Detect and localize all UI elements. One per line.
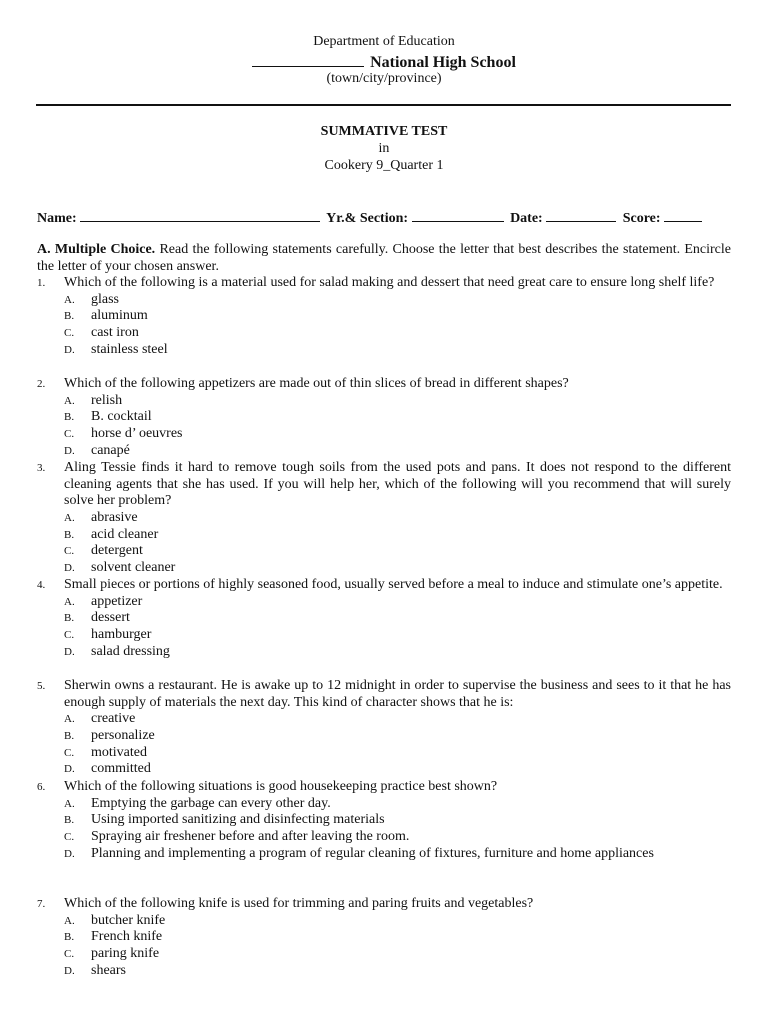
answer-option[interactable]	[64, 325, 731, 342]
option-letter[interactable]: D.	[64, 444, 75, 457]
answer-option[interactable]	[64, 594, 731, 611]
option-letter[interactable]: C.	[64, 831, 75, 844]
option-letter[interactable]: A.	[64, 394, 75, 407]
question-stem: Small pieces or portions of highly seasoned food, usually served before a meal to induce and stimulate one’s appetite.	[64, 577, 723, 592]
question-number: 6.	[37, 781, 46, 793]
instructions-heading: A. Multiple Choice.	[37, 242, 156, 257]
option-text: solvent cleaner	[91, 560, 176, 576]
option-text: motivated	[91, 744, 147, 760]
question-5	[37, 678, 731, 778]
question-6	[37, 779, 731, 862]
school-name	[0, 52, 768, 72]
option-text: Planning and implementing a program of regular cleaning of fixtures, furniture and home appliances	[91, 845, 654, 861]
test-title: SUMMATIVE TEST	[320, 124, 448, 139]
option-letter[interactable]: A.	[64, 293, 75, 306]
answer-option[interactable]	[64, 610, 731, 627]
answer-option[interactable]	[64, 510, 731, 527]
answer-option[interactable]	[64, 426, 731, 443]
test-in: in	[378, 141, 390, 156]
answer-option[interactable]	[64, 946, 731, 963]
answer-option[interactable]	[64, 761, 731, 778]
option-letter[interactable]: A.	[64, 595, 75, 608]
question-stem: Which of the following appetizers are made out of thin slices of bread in different shapes?	[64, 376, 569, 391]
answer-option[interactable]	[64, 963, 731, 980]
option-letter[interactable]: C.	[64, 746, 75, 759]
question-number: 7.	[37, 898, 46, 910]
option-letter[interactable]: C.	[64, 327, 75, 340]
option-letter[interactable]: B.	[64, 730, 75, 743]
option-letter[interactable]: D.	[64, 562, 75, 575]
question-stem: Sherwin owns a restaurant. He is awake up to 12 midnight in order to supervise the business and sees to it that he has enough supply of materials the next day. This kind of character shows that he is:	[64, 678, 731, 710]
question-number: 3.	[37, 462, 46, 474]
option-text: B. cocktail	[91, 409, 152, 425]
school-name-text: National High School	[370, 54, 516, 71]
answer-option[interactable]	[64, 308, 731, 325]
answer-option[interactable]	[64, 728, 731, 745]
score-label: Score:	[622, 211, 661, 226]
answer-option[interactable]	[64, 443, 731, 460]
option-text: hamburger	[91, 627, 152, 643]
option-text: dessert	[91, 610, 130, 626]
header-divider	[36, 104, 731, 106]
instructions-text: Read the following statements carefully. Choose the letter that best describes the statement. Encircle the letter of your chosen answer.	[37, 242, 731, 274]
option-text: glass	[91, 291, 119, 307]
question-stem: Which of the following knife is used for trimming and paring fruits and vegetables?	[64, 896, 534, 911]
option-letter[interactable]: D.	[64, 964, 75, 977]
option-text: Using imported sanitizing and disinfecting materials	[91, 812, 385, 828]
answer-option[interactable]	[64, 929, 731, 946]
option-letter[interactable]: B.	[64, 931, 75, 944]
answer-option[interactable]	[64, 560, 731, 577]
answer-option[interactable]	[64, 796, 731, 813]
school-name-blank[interactable]	[252, 52, 364, 67]
date-label: Date:	[510, 211, 543, 226]
option-text: abrasive	[91, 510, 138, 526]
question-1	[37, 275, 731, 358]
option-text: relish	[91, 392, 123, 408]
answer-option[interactable]	[64, 829, 731, 846]
option-text: shears	[91, 962, 126, 978]
option-text: French knife	[91, 929, 163, 945]
option-text: aluminum	[91, 308, 148, 324]
question-stem: Aling Tessie finds it hard to remove tough soils from the used pots and pans. It does not respond to the different cleaning agents that she has used. If you will help her, which of the following will you recommend that will surely solve her problem?	[64, 460, 731, 509]
option-text: committed	[91, 761, 151, 777]
name-field[interactable]	[80, 208, 320, 222]
option-letter[interactable]: B.	[64, 528, 75, 541]
option-letter[interactable]: D.	[64, 343, 75, 356]
option-letter[interactable]: B.	[64, 310, 75, 323]
option-letter[interactable]: B.	[64, 612, 75, 625]
option-text: detergent	[91, 543, 143, 559]
question-2	[37, 376, 731, 459]
option-text: creative	[91, 711, 136, 727]
option-letter[interactable]: C.	[64, 428, 75, 441]
option-text: Spraying air freshener before and after leaving the room.	[91, 829, 410, 845]
option-letter[interactable]: A.	[64, 512, 75, 525]
answer-option[interactable]	[64, 644, 731, 661]
option-letter[interactable]: C.	[64, 948, 75, 961]
option-letter[interactable]: B.	[64, 411, 75, 424]
answer-option[interactable]	[64, 745, 731, 762]
answer-option[interactable]	[64, 812, 731, 829]
option-letter[interactable]: C.	[64, 545, 75, 558]
school-location: (town/city/province)	[326, 71, 442, 86]
question-number: 1.	[37, 277, 46, 289]
answer-option[interactable]	[64, 711, 731, 728]
answer-option[interactable]	[64, 527, 731, 544]
option-letter[interactable]: D.	[64, 847, 75, 860]
name-label: Name:	[37, 211, 77, 226]
answer-option[interactable]	[64, 627, 731, 644]
answer-option[interactable]	[64, 913, 731, 930]
student-info-line	[37, 208, 737, 227]
answer-option[interactable]	[64, 846, 731, 863]
date-field[interactable]	[546, 208, 616, 222]
option-letter[interactable]: B.	[64, 814, 75, 827]
option-text: appetizer	[91, 593, 143, 609]
option-letter[interactable]: A.	[64, 797, 75, 810]
option-letter[interactable]: D.	[64, 645, 75, 658]
question-number: 5.	[37, 680, 46, 692]
section-field[interactable]	[412, 208, 504, 222]
option-text: paring knife	[91, 946, 160, 962]
question-3	[37, 460, 731, 577]
question-7	[37, 896, 731, 979]
option-text: salad dressing	[91, 643, 170, 659]
question-stem: Which of the following is a material used for salad making and dessert that need great care to ensure long shelf life?	[64, 275, 715, 290]
option-letter[interactable]: C.	[64, 629, 75, 642]
question-number: 4.	[37, 579, 46, 591]
option-text: stainless steel	[91, 341, 168, 357]
department-title: Department of Education	[313, 34, 455, 49]
option-letter[interactable]: A.	[64, 914, 75, 927]
question-4	[37, 577, 731, 660]
option-letter[interactable]: A.	[64, 713, 75, 726]
option-text: acid cleaner	[91, 526, 159, 542]
answer-option[interactable]	[64, 543, 731, 560]
answer-option[interactable]	[64, 342, 731, 359]
option-text: Emptying the garbage can every other day.	[91, 795, 331, 811]
instructions	[37, 241, 731, 275]
option-text: personalize	[91, 728, 155, 744]
option-text: cast iron	[91, 325, 139, 341]
test-subject: Cookery 9_Quarter 1	[324, 158, 444, 173]
option-text: horse d’ oeuvres	[91, 426, 183, 442]
answer-option[interactable]	[64, 393, 731, 410]
answer-option[interactable]	[64, 292, 731, 309]
option-letter[interactable]: D.	[64, 763, 75, 776]
question-stem: Which of the following situations is good housekeeping practice best shown?	[64, 779, 498, 794]
option-text: butcher knife	[91, 912, 166, 928]
question-number: 2.	[37, 378, 46, 390]
section-label: Yr.& Section:	[326, 211, 409, 226]
option-text: canapé	[91, 442, 130, 458]
answer-option[interactable]	[64, 409, 731, 426]
score-field[interactable]	[664, 208, 702, 222]
